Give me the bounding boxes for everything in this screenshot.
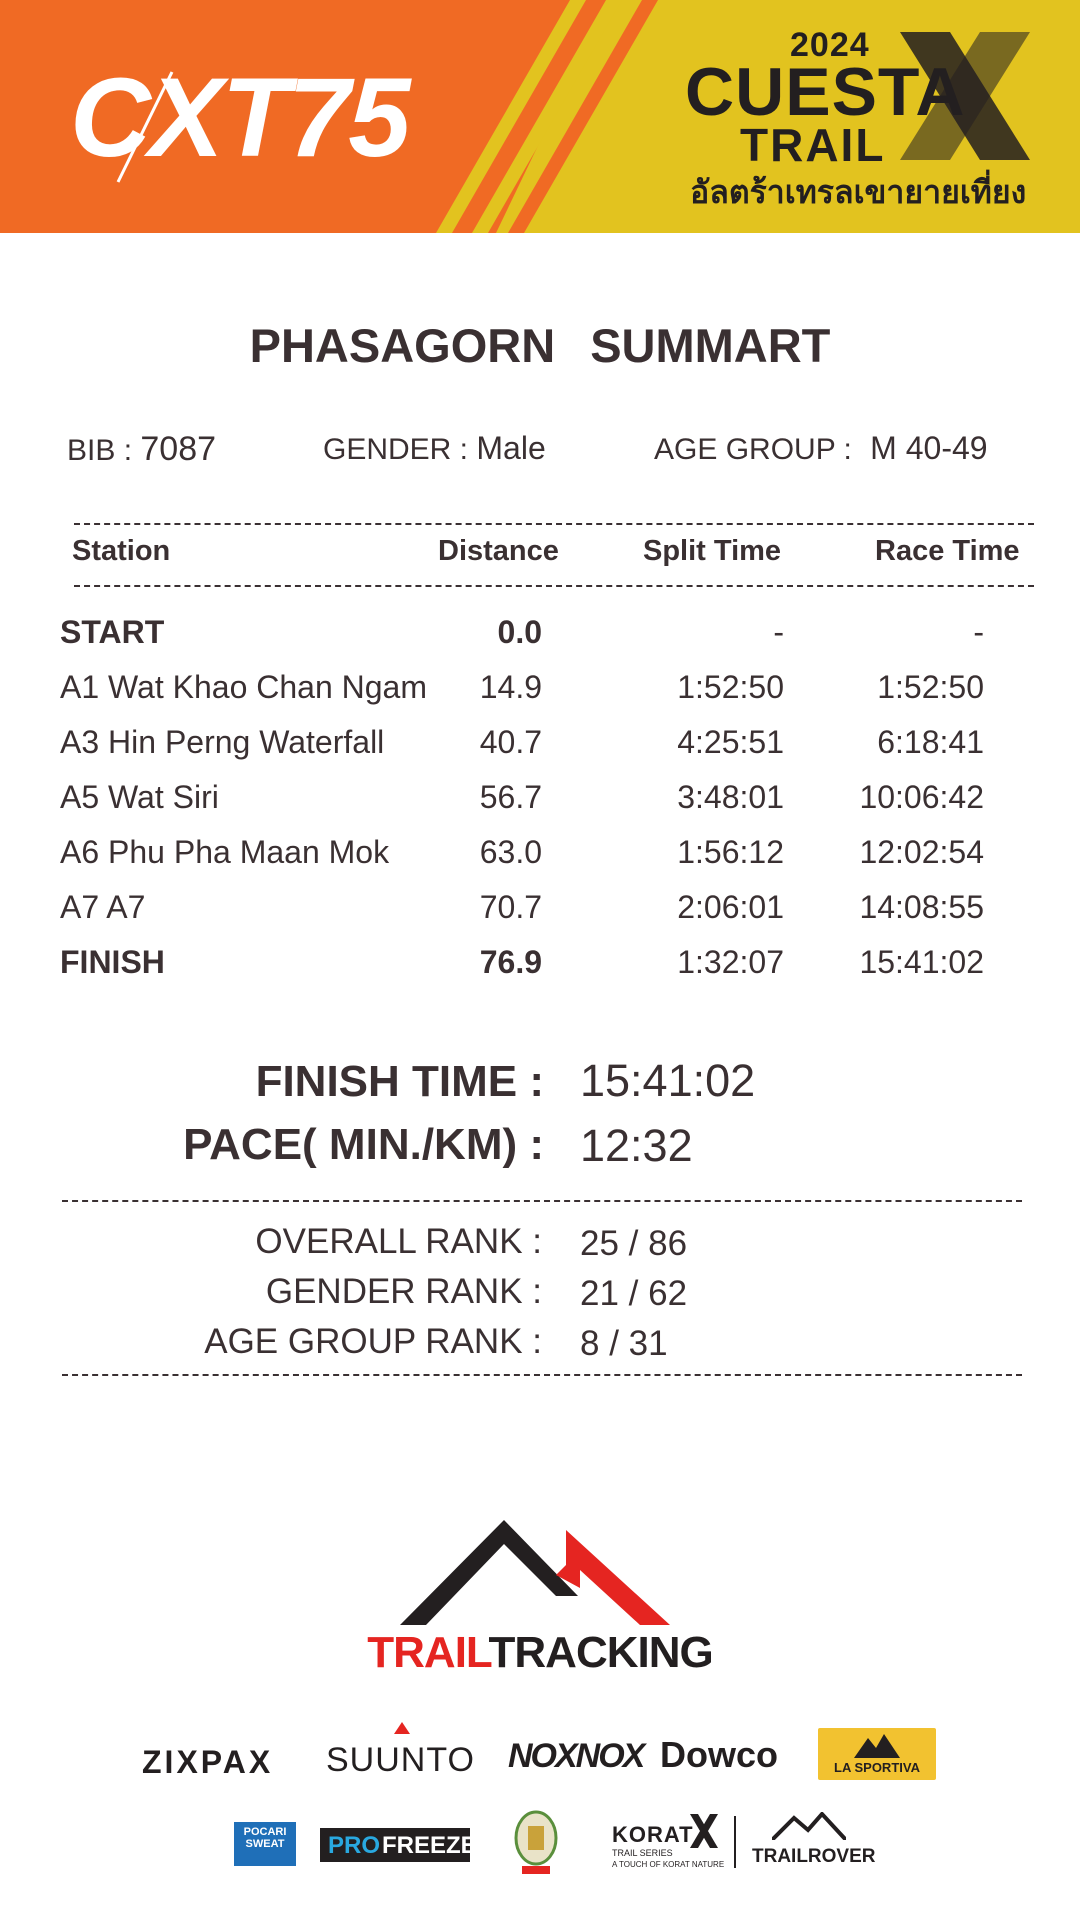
sponsor-suunto: SUUNTO — [326, 1741, 475, 1779]
trailtracking-wordmark — [0, 1628, 1080, 1678]
rank-bottom-divider — [62, 1374, 1022, 1376]
sponsor-zixpax: ZIXPAX — [142, 1744, 274, 1780]
sponsor-korat: KORAT — [612, 1822, 694, 1847]
race-time: - — [973, 614, 984, 650]
station-name: A3 Hin Perng Waterfall — [60, 724, 385, 760]
korat-tagline: A TOUCH OF KORAT NATURE — [612, 1860, 725, 1869]
split-time: 1:32:07 — [677, 944, 784, 980]
profreeze-pro: PRO — [328, 1832, 381, 1859]
age-group-rank-label: AGE GROUP RANK : — [204, 1322, 542, 1361]
overall-rank-label: OVERALL RANK : — [255, 1222, 542, 1261]
gender-label: GENDER : — [323, 433, 469, 466]
race-time: 14:08:55 — [859, 889, 984, 925]
bib-info — [67, 430, 216, 469]
overall-rank-value: 25 / 86 — [580, 1224, 688, 1263]
bib-label: BIB : — [67, 434, 133, 467]
mountain-black — [400, 1520, 578, 1625]
sponsor-profreeze-badge — [320, 1828, 477, 1862]
station-name: A6 Phu Pha Maan Mok — [60, 834, 390, 870]
sponsor-lasportiva: LA SPORTIVA — [834, 1760, 920, 1775]
header-split-time: Split Time — [643, 535, 782, 567]
trailtracking-black-text: TRACKING — [488, 1628, 713, 1677]
table-row — [0, 724, 1080, 779]
pace-value: 12:32 — [580, 1120, 693, 1171]
race-time: 6:18:41 — [877, 724, 984, 760]
finish-time-value: 15:41:02 — [580, 1055, 756, 1106]
station-distance: 76.9 — [479, 944, 542, 980]
pace-label: PACE( MIN./KM) : — [183, 1120, 544, 1169]
gender-info — [323, 430, 546, 467]
table-row — [0, 944, 1080, 999]
station-distance: 0.0 — [497, 614, 542, 650]
age-group-value: M 40-49 — [870, 430, 988, 466]
station-distance: 40.7 — [479, 724, 542, 760]
table-header-divider — [74, 585, 1034, 587]
split-time: 2:06:01 — [677, 889, 784, 925]
table-row — [0, 669, 1080, 724]
profreeze-freeze: FREEZE — [382, 1832, 477, 1859]
split-time: 1:56:12 — [677, 834, 784, 870]
event-logo: CXT75 — [70, 55, 409, 180]
table-row — [0, 614, 1080, 669]
trailrover-mountain-icon — [772, 1812, 846, 1840]
age-group-rank-value: 8 / 31 — [580, 1324, 668, 1363]
age-group-info — [654, 430, 988, 467]
station-name: FINISH — [60, 944, 165, 980]
station-distance: 14.9 — [479, 669, 542, 705]
trailtracking-red-text: TRAIL — [367, 1628, 489, 1677]
suunto-triangle-icon — [394, 1722, 410, 1734]
station-name: START — [60, 614, 165, 650]
split-time: 3:48:01 — [677, 779, 784, 815]
station-distance: 56.7 — [479, 779, 542, 815]
runner-name: PHASAGORN SUMMART — [249, 319, 831, 372]
sponsor-trailrover: TRAILROVER — [752, 1846, 876, 1867]
brand-year: 2024 — [790, 26, 870, 64]
bib-value: 7087 — [140, 430, 217, 468]
header-banner — [0, 0, 1080, 233]
race-time: 10:06:42 — [859, 779, 984, 815]
sponsor-divider — [734, 1816, 736, 1868]
trailtracking-mountain-icon — [400, 1520, 690, 1630]
station-distance: 70.7 — [479, 889, 542, 925]
rank-top-divider — [62, 1200, 1022, 1202]
station-name: A7 A7 — [60, 889, 146, 925]
table-row — [0, 779, 1080, 834]
mountain-red — [556, 1530, 670, 1625]
gender-rank-value: 21 / 62 — [580, 1274, 688, 1313]
split-time: 4:25:51 — [677, 724, 784, 760]
sponsor-noxnox: NOXNOX — [508, 1737, 644, 1775]
korat-x-icon — [690, 1814, 718, 1848]
age-group-label: AGE GROUP : — [654, 433, 852, 466]
brand-name: CUESTA — [685, 54, 966, 130]
header-race-time: Race Time — [875, 535, 1020, 567]
race-time: 1:52:50 — [877, 669, 984, 705]
station-distance: 63.0 — [479, 834, 542, 870]
korat-series-text: TRAIL SERIES — [612, 1848, 673, 1858]
table-top-divider — [74, 523, 1034, 525]
sponsor-pocari-badge — [234, 1822, 296, 1866]
table-row — [0, 834, 1080, 889]
race-time: 15:41:02 — [859, 944, 984, 980]
provincial-emblem-icon — [510, 1804, 562, 1876]
split-time: 1:52:50 — [677, 669, 784, 705]
station-name: A5 Wat Siri — [60, 779, 219, 815]
table-row — [0, 889, 1080, 944]
brand-sub: TRAIL — [740, 119, 886, 171]
split-time: - — [773, 614, 784, 650]
race-time: 12:02:54 — [859, 834, 984, 870]
header-station: Station — [72, 535, 171, 567]
gender-value: Male — [476, 430, 546, 466]
gender-rank-label: GENDER RANK : — [265, 1272, 542, 1311]
sponsor-pocari: POCARI SWEAT — [243, 1826, 287, 1850]
finish-time-label: FINISH TIME : — [255, 1057, 544, 1106]
header-distance: Distance — [438, 535, 559, 567]
station-name: A1 Wat Khao Chan Ngam — [60, 669, 427, 705]
brand-thai-tagline: อัลตร้าเทรลเขายายเที่ยง — [690, 174, 1027, 210]
sponsor-lasportiva-badge — [818, 1728, 936, 1780]
sponsor-dowco: Dowco — [660, 1734, 779, 1775]
lasportiva-mountain-icon — [854, 1732, 900, 1758]
